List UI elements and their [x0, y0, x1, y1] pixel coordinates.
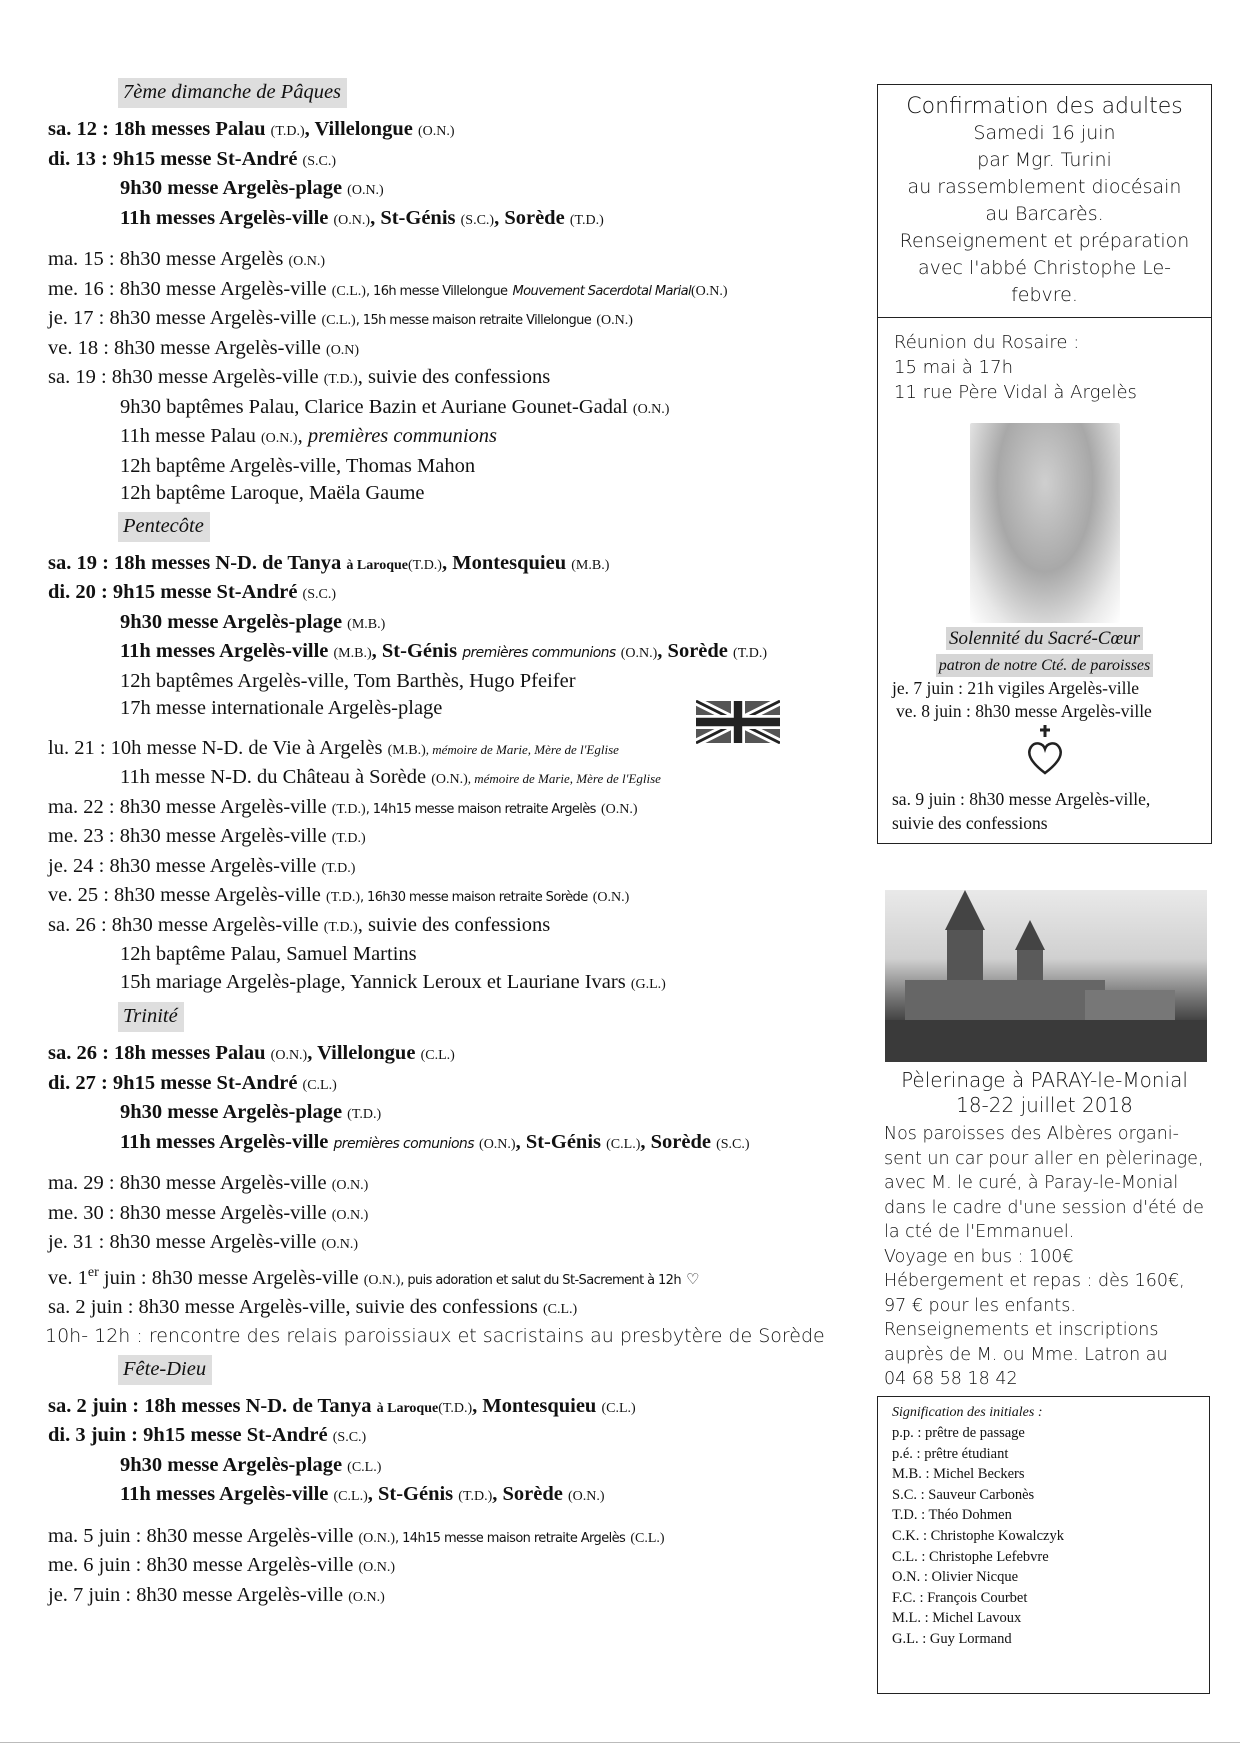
initials-item: p.é. : prêtre étudiant: [892, 1445, 1009, 1462]
schedule-line: sa. 26 : 18h messes Palau (O.N.), Villelongue (C.L.): [48, 1042, 455, 1064]
schedule-line: 12h baptême Palau, Samuel Martins: [120, 943, 417, 965]
schedule-line: me. 16 : 8h30 messe Argelès-ville (C.L.), 16h messe Villelongue Mouvement Sacerdotal Marial(O.N.): [48, 277, 728, 300]
confirmation-box: [878, 85, 1211, 317]
schedule-line: 9h30 messe Argelès-plage (O.N.): [120, 177, 384, 199]
confirmation-text: au Barcarès.: [985, 203, 1104, 225]
schedule-column: [45, 78, 868, 1611]
schedule-line: ve. 18 : 8h30 messe Argelès-ville (O.N): [48, 336, 360, 359]
rosaire-title: Réunion du Rosaire :: [894, 332, 1080, 353]
paray-details: [884, 1122, 1209, 1392]
paray-line: sent un car pour aller en pèlerinage,: [884, 1148, 1204, 1169]
rosaire-text: 11 rue Père Vidal à Argelès: [894, 382, 1137, 403]
schedule-line: 11h messes Argelès-ville premières comunions (O.N.), St-Génis (C.L.), Sorède (S.C.): [120, 1130, 750, 1153]
initials-item: T.D. : Théo Dohmen: [892, 1507, 1012, 1524]
paray-dates: 18-22 juillet 2018: [956, 1093, 1133, 1117]
paray-line: avec M. le curé, à Paray-le-Monial: [884, 1173, 1179, 1193]
initials-item: p.p. : prêtre de passage: [892, 1425, 1025, 1441]
paray-line: Hébergement et repas : dès 160€,: [884, 1271, 1185, 1291]
sacre-coeur-saturday: sa. 9 juin : 8h30 messe Argelès-ville, suivie des confessions: [892, 789, 1151, 833]
confirmation-text: par Mgr. Turini: [977, 149, 1112, 171]
schedule-line: 12h baptême Laroque, Maëla Gaume: [120, 482, 425, 504]
schedule-line: 10h- 12h : rencontre des relais paroissiaux et sacristains au presbytère de Sorède: [45, 1325, 825, 1348]
paray-line: auprès de M. ou Mme. Latron au: [884, 1344, 1168, 1365]
schedule-line: 11h messe N-D. du Château à Sorède (O.N.), mémoire de Marie, Mère de l'Eglise: [120, 766, 661, 788]
section-title-pentecote: Pentecôte: [118, 512, 210, 542]
confirmation-text: au rassemblement diocésain: [907, 176, 1182, 198]
sacre-coeur-subtitle: patron de notre Cté. de paroisses: [878, 654, 1211, 677]
initials-item: C.L. : Christophe Lefebvre: [892, 1548, 1049, 1565]
initials-title: Signification des initiales :: [892, 1405, 1043, 1420]
schedule-line: 9h30 messe Argelès-plage (M.B.): [120, 610, 386, 633]
schedule-line: 15h mariage Argelès-plage, Yannick Leroux et Lauriane Ivars (G.L.): [120, 970, 666, 993]
sidebar-announcements: [877, 84, 1212, 844]
sacred-heart-image: [970, 423, 1120, 623]
schedule-line: me. 23 : 8h30 messe Argelès-ville (T.D.): [48, 825, 366, 847]
rosaire-text: 15 mai à 17h: [894, 357, 1013, 378]
schedule-line: 11h messes Argelès-ville (O.N.), St-Génis (S.C.), Sorède (T.D.): [120, 206, 604, 229]
confirmation-text: Samedi 16 juin: [973, 122, 1116, 144]
schedule-line: sa. 19 : 18h messes N-D. de Tanya à Laroque(T.D.), Montesquieu (M.B.): [48, 551, 610, 574]
schedule-line: ma. 29 : 8h30 messe Argelès-ville (O.N.): [48, 1172, 369, 1194]
confirmation-title: Confirmation des adultes: [906, 94, 1183, 119]
schedule-line: je. 7 juin : 8h30 messe Argelès-ville (O.N.): [48, 1583, 385, 1606]
schedule-line: 12h baptêmes Argelès-ville, Tom Barthès, Hugo Pfeifer: [120, 669, 576, 692]
schedule-line: 12h baptême Argelès-ville, Thomas Mahon: [120, 454, 476, 477]
paray-line: Renseignements et inscriptions: [884, 1320, 1159, 1340]
paray-church-image: [885, 890, 1207, 1062]
initials-item: F.C. : François Courbet: [892, 1589, 1028, 1606]
sacre-coeur-schedule: je. 7 juin : 21h vigiles Argelès-ville ve. 8 juin : 8h30 messe Argelès-ville: [892, 678, 1152, 721]
initials-legend: [877, 1396, 1210, 1694]
schedule-line: 9h30 messe Argelès-plage (C.L.): [120, 1453, 382, 1476]
schedule-line: di. 27 : 9h15 messe St-André (C.L.): [48, 1071, 337, 1094]
section-title-paques: 7ème dimanche de Pâques: [118, 78, 347, 108]
paray-line: Nos paroisses des Albères organi-: [884, 1124, 1179, 1144]
schedule-line: sa. 19 : 8h30 messe Argelès-ville (T.D.), suivie des confessions: [48, 366, 551, 388]
paray-line: 97 € pour les enfants.: [884, 1295, 1076, 1316]
rosaire-box: [878, 317, 1211, 413]
schedule-line: ve. 25 : 8h30 messe Argelès-ville (T.D.), 16h30 messe maison retraite Sorède (O.N.): [48, 884, 630, 906]
page-bottom-rule: [0, 1742, 1240, 1743]
initials-item: M.B. : Michel Beckers: [892, 1466, 1025, 1483]
schedule-line: 9h30 messe Argelès-plage (T.D.): [120, 1101, 382, 1123]
paray-line: 04 68 58 18 42: [884, 1369, 1018, 1389]
cross-heart-icon: [878, 723, 1211, 781]
schedule-line: je. 17 : 8h30 messe Argelès-ville (C.L.), 15h messe maison retraite Villelongue (O.N.): [48, 307, 633, 329]
schedule-line: di. 3 juin : 9h15 messe St-André (S.C.): [48, 1424, 367, 1447]
schedule-line: 11h messes Argelès-ville (C.L.), St-Génis (T.D.), Sorède (O.N.): [120, 1483, 605, 1506]
section-title-trinite: Trinité: [118, 1002, 184, 1032]
confirmation-text: avec l'abbé Christophe Le-: [917, 257, 1172, 279]
schedule-line: 11h messes Argelès-ville (M.B.), St-Génis premières communions (O.N.), Sorède (T.D.): [120, 640, 767, 662]
initials-item: S.C. : Sauveur Carbonès: [892, 1486, 1035, 1503]
sacred-heart-icon: ♡: [686, 1271, 700, 1288]
schedule-line: me. 30 : 8h30 messe Argelès-ville (O.N.): [48, 1201, 369, 1224]
schedule-line: 9h30 baptêmes Palau, Clarice Bazin et Auriane Gounet-Gadal (O.N.): [120, 395, 670, 418]
schedule-line: je. 31 : 8h30 messe Argelès-ville (O.N.): [48, 1231, 359, 1253]
schedule-line: sa. 2 juin : 18h messes N-D. de Tanya à Laroque(T.D.), Montesquieu (C.L.): [48, 1394, 636, 1417]
paray-line: dans le cadre d'une session d'été de: [884, 1197, 1204, 1218]
schedule-line: ma. 22 : 8h30 messe Argelès-ville (T.D.), 14h15 messe maison retraite Argelès (O.N.): [48, 795, 638, 818]
schedule-line: di. 13 : 9h15 messe St-André (S.C.): [48, 147, 336, 170]
schedule-line: ma. 5 juin : 8h30 messe Argelès-ville (O.N.), 14h15 messe maison retraite Argelès (C.L.): [48, 1524, 665, 1547]
initials-item: C.K. : Christophe Kowalczyk: [892, 1527, 1064, 1544]
paray-line: Voyage en bus : 100€: [884, 1246, 1074, 1267]
schedule-line: ma. 15 : 8h30 messe Argelès (O.N.): [48, 248, 326, 270]
schedule-line: ve. 1er juin : 8h30 messe Argelès-ville (O.N.), puis adoration et salut du St-Sacrement à 12h ♡: [48, 1264, 700, 1289]
schedule-line: 11h messe Palau (O.N.), premières communions: [120, 425, 498, 447]
schedule-line: sa. 2 juin : 8h30 messe Argelès-ville, suivie des confessions (C.L.): [48, 1295, 578, 1318]
confirmation-text: febvre.: [1011, 284, 1078, 306]
section-title-fete-dieu: Fête-Dieu: [118, 1355, 212, 1385]
paray-header: [877, 1068, 1212, 1118]
confirmation-text: Renseignement et préparation: [899, 230, 1190, 252]
initials-item: M.L. : Michel Lavoux: [892, 1610, 1022, 1627]
schedule-line: je. 24 : 8h30 messe Argelès-ville (T.D.): [48, 854, 356, 877]
paray-line: la cté de l'Emmanuel.: [884, 1222, 1075, 1242]
initials-item: G.L. : Guy Lormand: [892, 1630, 1012, 1647]
schedule-line: sa. 12 : 18h messes Palau (T.D.), Villelongue (O.N.): [48, 118, 455, 140]
sacre-coeur-title: Solennité du Sacré-Cœur: [878, 627, 1211, 650]
uk-flag-icon: [696, 700, 780, 744]
schedule-line: sa. 26 : 8h30 messe Argelès-ville (T.D.), suivie des confessions: [48, 913, 551, 936]
schedule-line: di. 20 : 9h15 messe St-André (S.C.): [48, 581, 336, 603]
schedule-line: 17h messe internationale Argelès-plage: [120, 697, 443, 719]
paray-title: Pèlerinage à PARAY-le-Monial: [901, 1068, 1188, 1092]
schedule-line: lu. 21 : 10h messe N-D. de Vie à Argelès (M.B.), mémoire de Marie, Mère de l'Eglise: [48, 736, 619, 759]
schedule-line: me. 6 juin : 8h30 messe Argelès-ville (O.N.): [48, 1554, 396, 1577]
initials-item: O.N. : Olivier Nicque: [892, 1569, 1019, 1586]
